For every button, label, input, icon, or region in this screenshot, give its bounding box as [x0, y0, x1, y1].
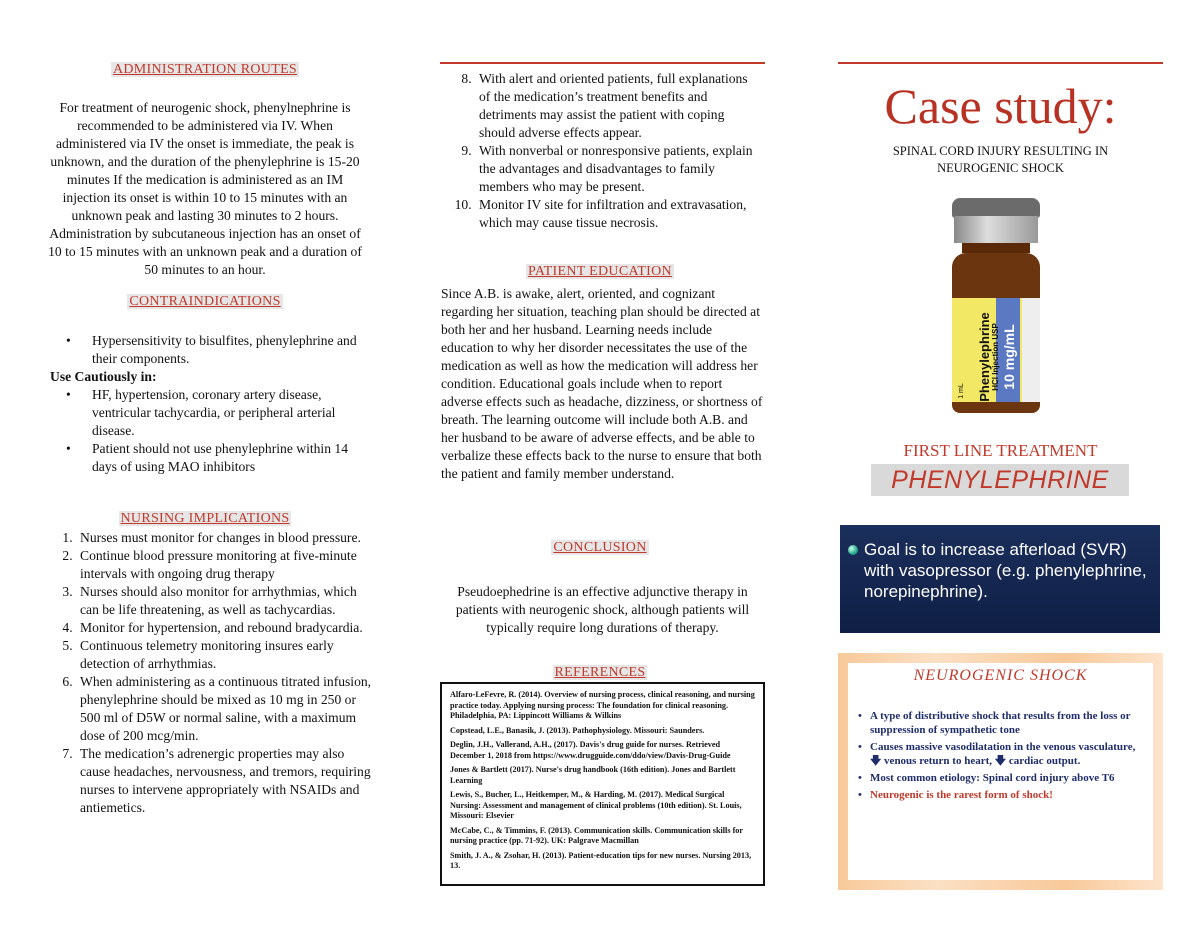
conclusion-text: Pseudoephedrine is an effective adjunctive therapy in patients with neurogenic shock, although patients will typically require long durations of therapy. [455, 584, 750, 635]
contra-heading: CONTRAINDICATIONS [129, 294, 281, 309]
reference: Copstead, L.E., Banasik, J. (2013). Pathophysiology. Missouri: Saunders. [450, 725, 705, 735]
caution-item: • HF, hypertension, coronary artery disease, ventricular tachycardia, or peripheral arterial disease. [92, 386, 370, 440]
goal-text: Goal is to increase afterload (SVR) with vasopressor (e.g. phenylephrine, norepinephrine). [864, 540, 1147, 601]
bullet-globe-icon [848, 545, 858, 555]
nursing-item: 2. Continue blood pressure monitoring at five-minute intervals with ongoing drug therapy [76, 547, 376, 583]
references-heading-wrap [440, 663, 760, 682]
nursing-item: 6. When administering as a continuous titrated infusion, phenylephrine should be mixed as 10 mg in 250 or 500 ml of D5W or normal saline, with a maximum dose of 200 mcg/min. [76, 673, 376, 745]
caution-item: • Patient should not use phenylephrine within 14 days of using MAO inhibitors [92, 440, 370, 476]
education-heading-wrap [440, 262, 760, 281]
nursing-heading: NURSING IMPLICATIONS [120, 511, 290, 526]
slide-title: NEUROGENIC SHOCK [913, 667, 1088, 684]
vial-image [950, 198, 1042, 418]
vial-strength: 10 mg/mL [1001, 324, 1017, 390]
nursing-list [46, 529, 376, 817]
references-box [440, 682, 765, 886]
nursing-item: 7. The medication’s adrenergic properties may also cause headaches, nervousness, and tremors, requiring nurses to intervene appropriately with NSAIDs and antiemetics. [76, 745, 376, 817]
education-text: Since A.B. is awake, alert, oriented, and cognizant regarding her situation, teaching plan should be directed at both her and her husband. Learning needs include education to why her disorder necessitates the use of the medication as well as how the medication will address her condition. Educational goals include when to report adverse effects such as headache, dizziness, or shortness of breath. The learning outcome will include both A.B. and her husband to be aware of adverse effects, and be able to verbalize these effects back to the nurse to ensure that both the patient and family member understand. [441, 286, 763, 481]
reference: Deglin, J.H., Vallerand, A.H., (2017). Davis's drug guide for nurses. Retrieved December 1, 2018 from https://www.drugguide.com/ddo/view/Davis-Drug-Guide [450, 740, 731, 760]
nursing-list-cont [445, 70, 755, 232]
goal-slide [840, 525, 1160, 633]
first-line-label: FIRST LINE TREATMENT [903, 441, 1098, 460]
slide-alert: • Neurogenic is the rarest form of shock! [870, 788, 1145, 802]
admin-section [45, 60, 365, 279]
references-heading: REFERENCES [554, 665, 646, 680]
nursing-heading-wrap [45, 509, 365, 528]
contra-item: • Hypersensitivity to bisulfites, phenylephrine and their components. [92, 332, 370, 368]
column-rule [440, 62, 765, 64]
nursing-item: 3. Nurses should also monitor for arrhythmias, which can be life threatening, as well as tachycardias. [76, 583, 376, 619]
nursing-item: 5. Continuous telemetry monitoring insures early detection of arrhythmias. [76, 637, 376, 673]
reference: McCabe, C., & Timmins, F. (2013). Communication skills. Communication skills for nursing practice (pp. 71-92). UK: Palgrave Macmillan [450, 825, 743, 845]
admin-text: For treatment of neurogenic shock, phenylnephrine is recommended to be administered via IV. When administered via IV the onset is immediate, the peak is unknown, and the duration of the phenylephrine is 15-20 minutes If the medication is administered as an IM injection its onset is within 10 to 15 minutes with an unknown peak and lasting 30 minutes to 2 hours. Administration by subcutaneous injection has an onset of 10 to 15 minutes with an unknown peak and a duration of 50 minutes to an hour. [48, 100, 362, 277]
reference: Jones & Bartlett (2017). Nurse's drug handbook (16th edition). Jones and Bartlett Learning [450, 765, 736, 785]
slide-bullet: • A type of distributive shock that results from the loss or suppression of sympathetic tone [870, 709, 1145, 737]
case-study-title: Case study: [884, 78, 1117, 134]
slide-bullet: • Most common etiology: Spinal cord injury above T6 [870, 771, 1145, 785]
reference: Smith, J. A., & Zsohar, H. (2013). Patient-education tips for new nurses. Nursing 2013, 13. [450, 850, 752, 870]
reference: Lewis, S., Bucher, L., Heitkemper, M., & Harding, M. (2017). Medical Surgical Nursing: Assessment and management of clinical problems (10th edition). St. Louis, Missouri: Elsevier [450, 790, 742, 820]
vial-drug-label: Phenylephrine [977, 312, 992, 402]
conclusion-heading: CONCLUSION [553, 540, 647, 555]
contra-section [50, 332, 370, 476]
admin-heading: ADMINISTRATION ROUTES [112, 62, 298, 77]
caution-label: Use Cautiously in: [50, 369, 157, 384]
slide-bullet: • Causes massive vasodilatation in the venous vasculature, 🡇 venous return to heart, 🡇 cardiac output. [870, 740, 1145, 768]
nursing-item: 10. Monitor IV site for infiltration and extravasation, which may cause tissue necrosis. [475, 196, 755, 232]
vial-volume: 1 mL [957, 383, 965, 399]
nursing-item: 9. With nonverbal or nonresponsive patients, explain the advantages and disadvantages to family members who may be present. [475, 142, 755, 196]
vial-sub-label: HCl Injection USP [991, 323, 1000, 391]
drug-name-banner: PHENYLEPHRINE [871, 464, 1129, 496]
nursing-item: 4. Monitor for hypertension, and rebound bradycardia. [76, 619, 376, 637]
contra-heading-wrap [45, 292, 365, 311]
neurogenic-shock-slide [838, 653, 1163, 890]
nursing-item: 8. With alert and oriented patients, full explanations of the medication’s treatment benefits and detriments may assist the patient with coping should adverse effects appear. [475, 70, 755, 142]
column-rule [838, 62, 1163, 64]
nursing-item: 1. Nurses must monitor for changes in blood pressure. [76, 529, 376, 547]
education-heading: PATIENT EDUCATION [528, 264, 672, 279]
reference: Alfaro-LeFevre, R. (2014). Overview of nursing process, clinical reasoning, and nursing practice today. Applying nursing process: The foundation for clinical reasoning. Philadelphia, PA: Lippincott Williams & Wilkins [450, 690, 755, 720]
case-subtitle: SPINAL CORD INJURY RESULTING IN NEUROGENIC SHOCK [892, 144, 1109, 175]
conclusion-heading-wrap [440, 538, 760, 557]
